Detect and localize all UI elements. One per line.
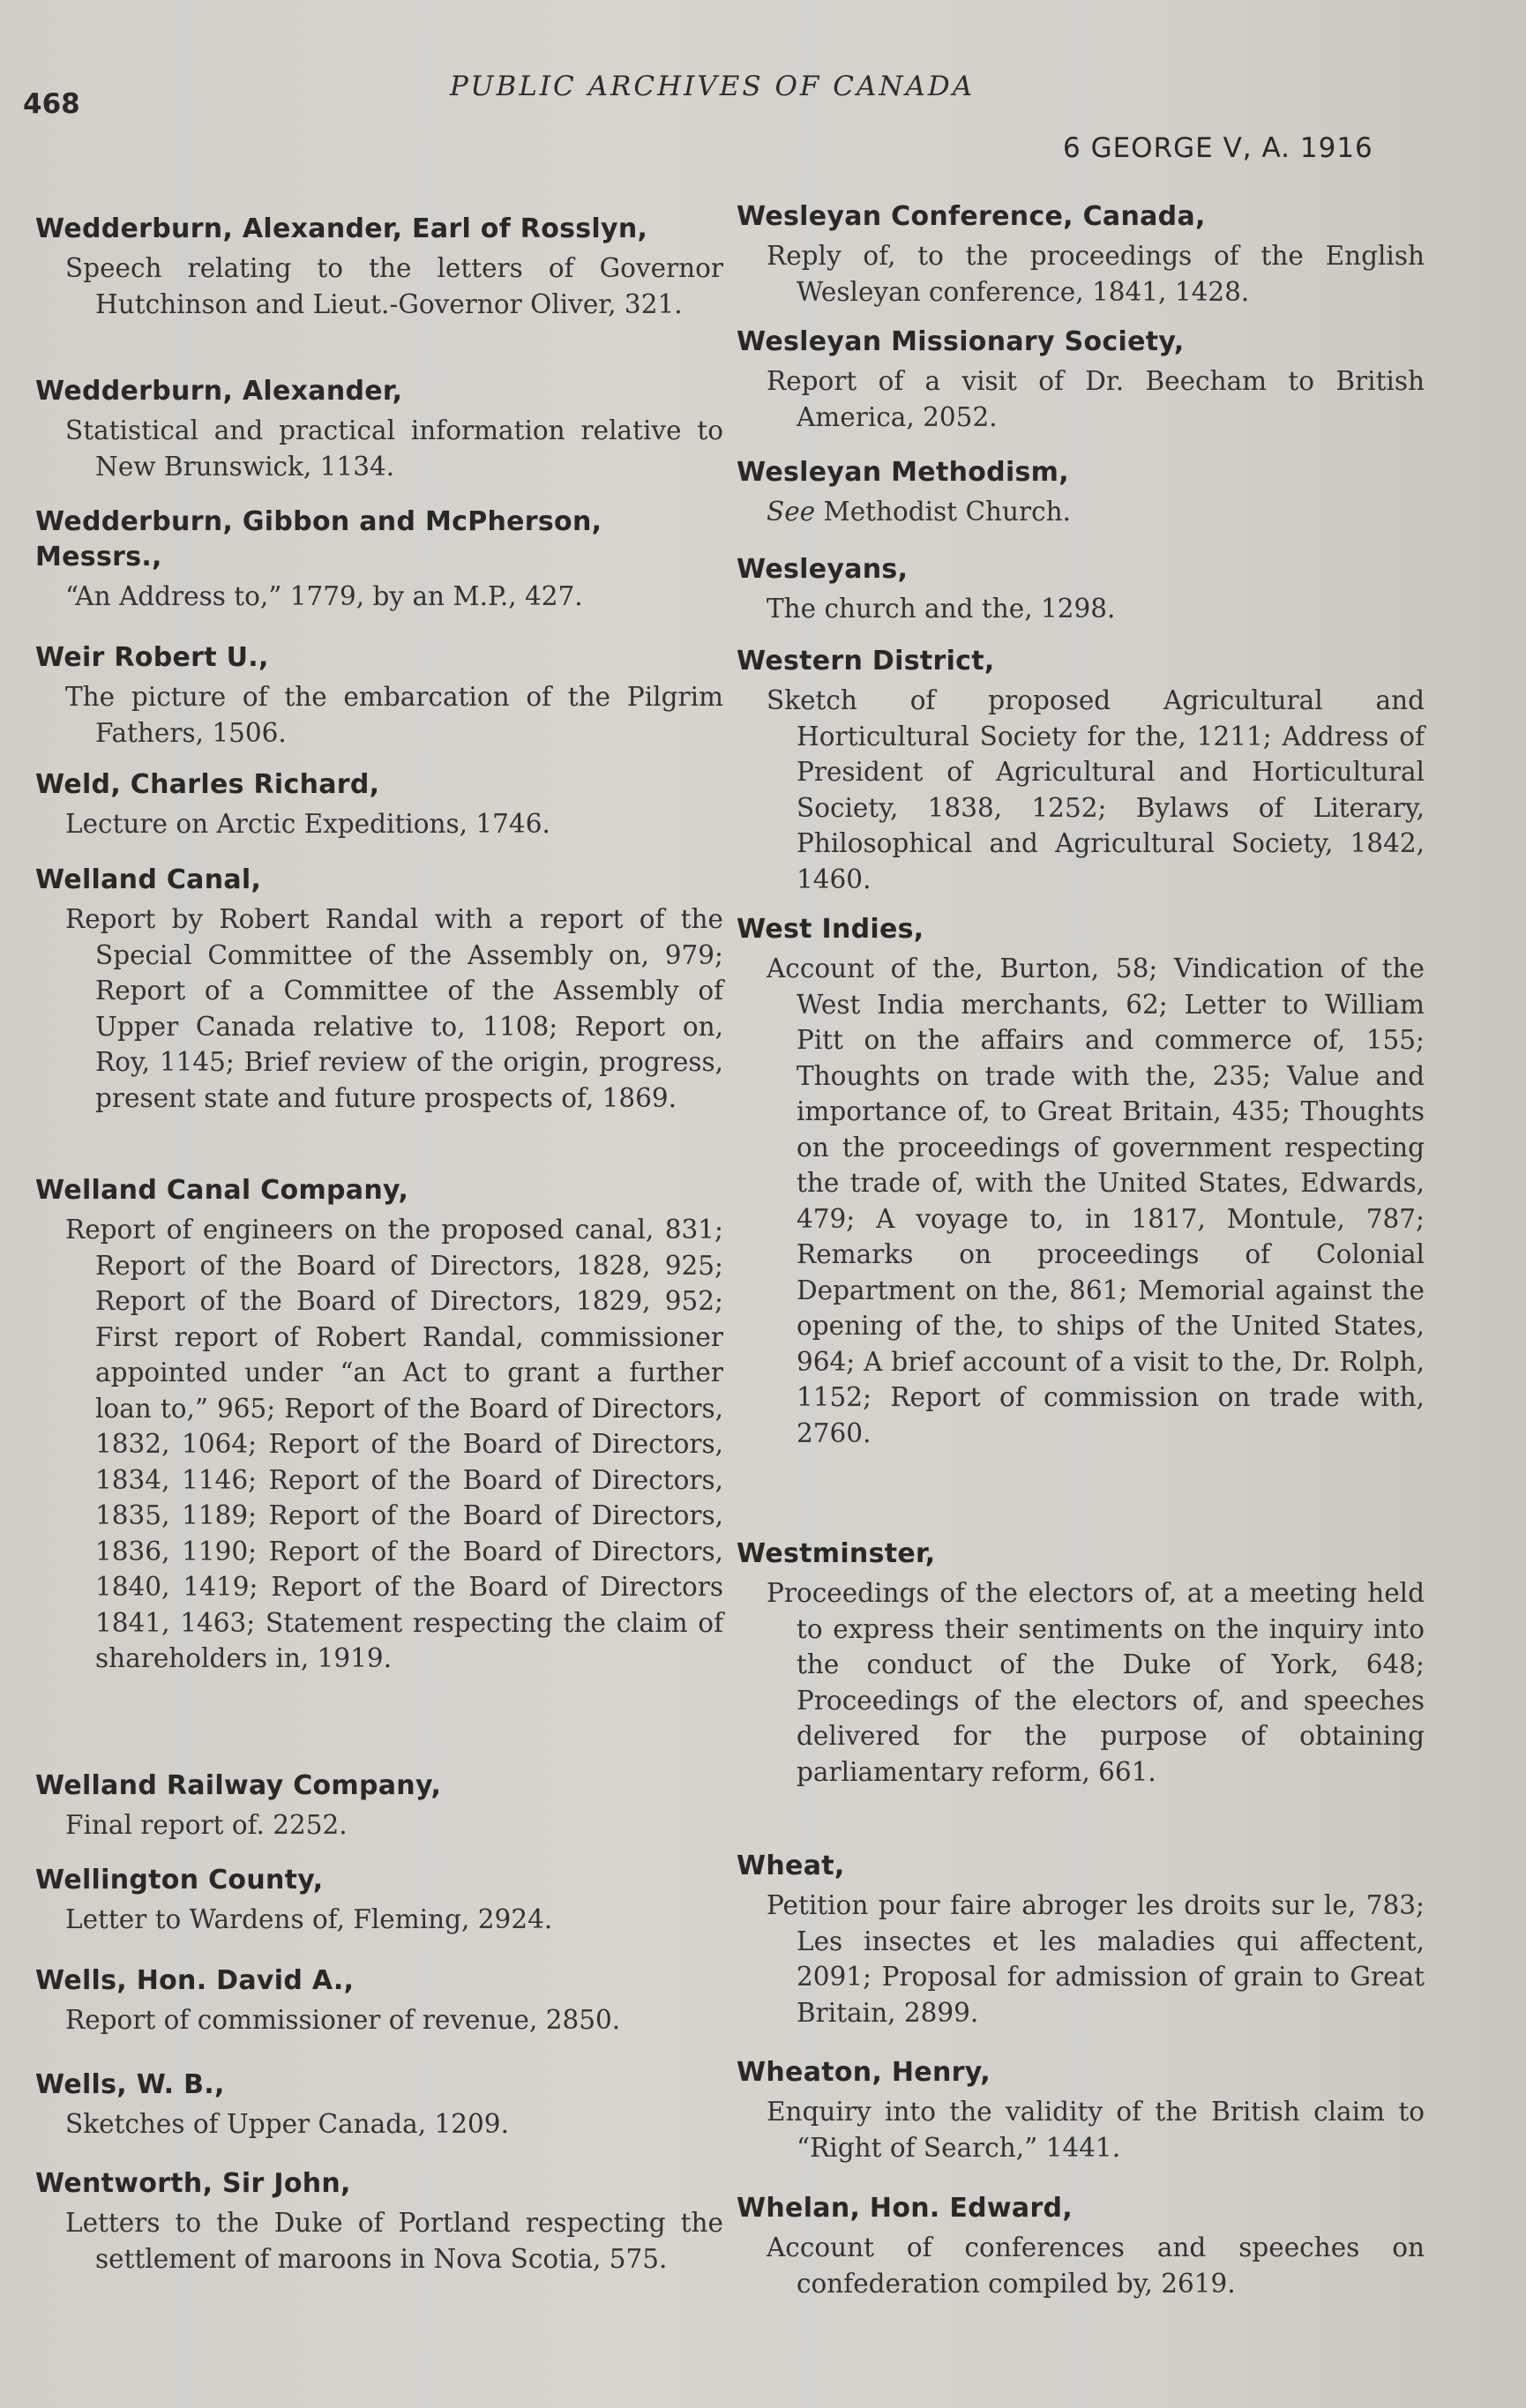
entry-heading: Whelan, Hon. Edward,: [737, 2193, 1073, 2224]
entry-heading: Wesleyan Methodism,: [737, 457, 1069, 488]
entry-heading: Wells, W. B.,: [35, 2069, 225, 2100]
running-head: PUBLIC ARCHIVES OF CANADA: [450, 71, 976, 102]
index-entry: [737, 455, 1425, 530]
entry-heading: Wedderburn, Gibbon and McPherson, Messrs.,: [35, 506, 602, 572]
index-entry: [35, 767, 723, 842]
entry-body: Sketches of Upper Canada, 1209.: [65, 2109, 509, 2139]
entry-heading: Wells, Hon. David A.,: [35, 1965, 355, 1996]
entry-body: The picture of the embarcation of the Pilgrim Fathers, 1506.: [65, 682, 723, 748]
entry-body: Letters to the Duke of Portland respecting the settlement of maroons in Nova Scotia, 575.: [65, 2208, 723, 2274]
entry-body: Final report of. 2252.: [65, 1810, 348, 1840]
index-entry: [737, 912, 1425, 1451]
index-entry: [35, 1863, 723, 1938]
entry-body: Report of commissioner of revenue, 2850.: [65, 2005, 621, 2035]
entry-body: “An Address to,” 1779, by an M.P., 427.: [65, 581, 583, 611]
entry-heading: Wheat,: [737, 1851, 845, 1881]
entry-heading: Wellington County,: [35, 1865, 324, 1896]
entry-body: Letter to Wardens of, Fleming, 2924.: [65, 1904, 553, 1934]
index-entry: [35, 640, 723, 751]
entry-heading: Wheaton, Henry,: [737, 2057, 991, 2088]
entry-heading: Westminster,: [737, 1538, 936, 1569]
entry-heading: Wedderburn, Alexander,: [35, 376, 403, 407]
entry-heading: Weld, Charles Richard,: [35, 769, 380, 800]
index-entry: [35, 212, 723, 322]
entry-body: Account of the, Burton, 58; Vindication of the West India merchants, 62; Letter to William Pitt on the affairs and commerce of, 155; Thoughts on trade with the, 235; Value and importance of, to Great Britain, 435; Thoughts on the proceedings of government respecting the trade of, with the United States, Edwards, 479; A voyage to, in 1817, Montule, 787; Remarks on proceedings of Colonial Department on the, 861; Memorial against the opening of the, to ships of the United States, 964; A brief account of a visit to the, Dr. Rolph, 1152; Report of commission on trade with, 2760.: [767, 953, 1425, 1448]
index-entry: [737, 644, 1425, 897]
entry-body: Reply of, to the proceedings of the English Wesleyan conference, 1841, 1428.: [767, 241, 1425, 307]
index-entry: [35, 1769, 723, 1843]
index-entry: [35, 2166, 723, 2277]
index-entry: [737, 2055, 1425, 2165]
entry-heading: Weir Robert U.,: [35, 642, 269, 673]
entry-heading: Western District,: [737, 646, 995, 677]
session-label: 6 GEORGE V, A. 1916: [1063, 132, 1373, 164]
entry-body: The church and the, 1298.: [767, 594, 1116, 624]
index-entry: [35, 863, 723, 1116]
entry-body: See Methodist Church.: [767, 497, 1072, 527]
entry-body: Report of a visit of Dr. Beecham to British America, 2052.: [767, 366, 1425, 432]
entry-body: Statistical and practical information relative to New Brunswick, 1134.: [65, 415, 723, 482]
entry-body: Speech relating to the letters of Governor Hutchinson and Lieut.-Governor Oliver, 321.: [65, 253, 723, 319]
page-number: 468: [23, 88, 80, 120]
entry-heading: Wedderburn, Alexander, Earl of Rosslyn,: [35, 213, 648, 244]
entry-heading: Welland Canal,: [35, 864, 262, 895]
entry-body: Proceedings of the electors of, at a meeting held to express their sentiments on the inquiry into the conduct of the Duke of York, 648; Proceedings of the electors of, and speeches delivered for the purpose of obtaining parliamentary reform, 661.: [767, 1578, 1425, 1787]
entry-body: Petition pour faire abroger les droits sur le, 783; Les insectes et les maladies qui affectent, 2091; Proposal for admission of grain to Great Britain, 2899.: [767, 1890, 1425, 2028]
index-entry: [35, 2068, 723, 2143]
index-entry: [737, 1849, 1425, 2030]
entry-body: Lecture on Arctic Expeditions, 1746.: [65, 809, 550, 839]
index-entry: [35, 1963, 723, 2038]
index-entry: [35, 1173, 723, 1677]
index-entry: [737, 2191, 1425, 2301]
entry-body: Report of engineers on the proposed canal, 831; Report of the Board of Directors, 1828, 925; Report of the Board of Directors, 1829, 952; First report of Robert Randal, commissioner appointed under “an Act to grant a further loan to,” 965; Report of the Board of Directors, 1832, 1064; Report of the Board of Directors, 1834, 1146; Report of the Board of Directors, 1835, 1189; Report of the Board of Directors, 1836, 1190; Report of the Board of Directors, 1840, 1419; Report of the Board of Directors 1841, 1463; Statement respecting the claim of shareholders in, 1919.: [65, 1215, 723, 1673]
index-entry: [35, 505, 723, 615]
index-entry: [737, 199, 1425, 310]
entry-body: Report by Robert Randal with a report of the Special Committee of the Assembly on, 979; Report of a Committee of the Assembly of Upper Canada relative to, 1108; Report on, Roy, 1145; Brief review of the origin, progress, present state and future prospects of, 1869.: [65, 904, 723, 1113]
entry-heading: Wentworth, Sir John,: [35, 2168, 351, 2199]
entry-heading: Wesleyan Conference, Canada,: [737, 201, 1206, 232]
index-entry: [737, 1537, 1425, 1790]
entry-body: Account of conferences and speeches on confederation compiled by, 2619.: [767, 2232, 1425, 2299]
index-entry: [737, 552, 1425, 627]
entry-heading: West Indies,: [737, 914, 924, 945]
entry-body: Sketch of proposed Agricultural and Horticultural Society for the, 1211; Address of President of Agricultural and Horticultural Society, 1838, 1252; Bylaws of Literary, Philosophical and Agricultural Society, 1842, 1460.: [767, 685, 1425, 894]
index-entry: [737, 325, 1425, 435]
entry-heading: Welland Railway Company,: [35, 1770, 442, 1801]
index-entry: [35, 374, 723, 484]
entry-heading: Wesleyan Missionary Society,: [737, 326, 1185, 357]
entry-body: Enquiry into the validity of the British claim to “Right of Search,” 1441.: [767, 2097, 1425, 2163]
see-reference: See: [767, 497, 816, 527]
entry-heading: Welland Canal Company,: [35, 1175, 409, 1206]
entry-heading: Wesleyans,: [737, 554, 909, 585]
